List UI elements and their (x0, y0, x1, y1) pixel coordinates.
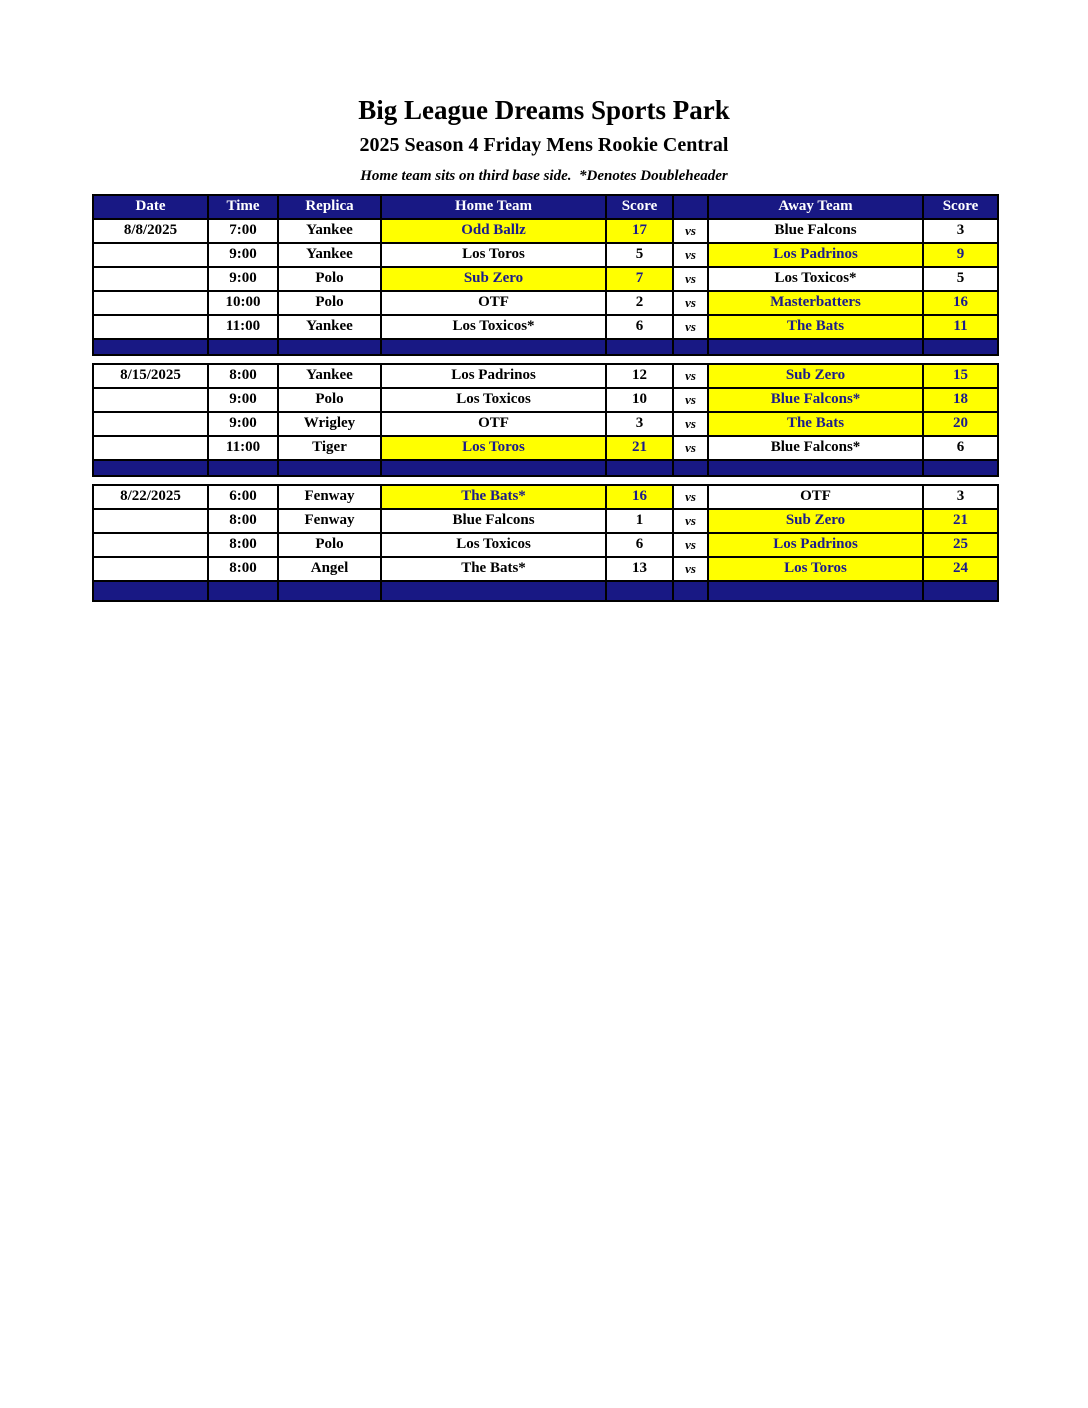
replica-cell: Angel (278, 557, 381, 581)
separator-row (93, 339, 998, 355)
time-cell: 8:00 (208, 557, 278, 581)
away-score-cell: 16 (923, 291, 998, 315)
replica-cell: Polo (278, 388, 381, 412)
away-score-cell: 25 (923, 533, 998, 557)
replica-cell: Yankee (278, 219, 381, 243)
replica-cell: Polo (278, 291, 381, 315)
away-score-cell: 11 (923, 315, 998, 339)
away-team-cell: OTF (708, 485, 923, 509)
replica-cell: Wrigley (278, 412, 381, 436)
home-score-cell: 6 (606, 315, 673, 339)
time-cell: 8:00 (208, 364, 278, 388)
col-header-vs (673, 195, 708, 219)
home-team-cell: The Bats* (381, 557, 606, 581)
home-team-cell: Blue Falcons (381, 509, 606, 533)
away-team-cell: Sub Zero (708, 364, 923, 388)
col-header-away-team: Away Team (708, 195, 923, 219)
home-score-cell: 7 (606, 267, 673, 291)
date-cell (93, 388, 208, 412)
away-team-cell: Los Padrinos (708, 243, 923, 267)
replica-cell: Yankee (278, 315, 381, 339)
game-row (93, 243, 998, 267)
vs-label: vs (673, 485, 708, 509)
game-row (93, 509, 998, 533)
schedule-table (92, 194, 997, 602)
away-team-cell: Los Padrinos (708, 533, 923, 557)
col-header-time: Time (208, 195, 278, 219)
vs-label: vs (673, 388, 708, 412)
home-score-cell: 17 (606, 219, 673, 243)
away-score-cell: 5 (923, 267, 998, 291)
time-cell: 8:00 (208, 509, 278, 533)
away-team-cell: The Bats (708, 412, 923, 436)
time-cell: 8:00 (208, 533, 278, 557)
away-team-cell: Blue Falcons* (708, 436, 923, 460)
game-row (93, 533, 998, 557)
game-row (93, 557, 998, 581)
home-score-cell: 3 (606, 412, 673, 436)
table-header-row (93, 195, 998, 219)
replica-cell: Polo (278, 267, 381, 291)
home-team-cell: Los Toros (381, 436, 606, 460)
home-score-cell: 10 (606, 388, 673, 412)
game-row (93, 364, 998, 388)
col-header-home-score: Score (606, 195, 673, 219)
away-team-cell: Los Toros (708, 557, 923, 581)
away-score-cell: 3 (923, 219, 998, 243)
home-score-cell: 13 (606, 557, 673, 581)
time-cell: 11:00 (208, 315, 278, 339)
date-cell: 8/15/2025 (93, 364, 208, 388)
game-row (93, 436, 998, 460)
home-team-cell: The Bats* (381, 485, 606, 509)
separator-row (93, 581, 998, 601)
away-score-cell: 15 (923, 364, 998, 388)
col-header-home-team: Home Team (381, 195, 606, 219)
date-cell (93, 243, 208, 267)
away-score-cell: 6 (923, 436, 998, 460)
home-score-cell: 2 (606, 291, 673, 315)
home-team-note: Home team sits on third base side. *Denotes Doubleheader (360, 167, 728, 184)
vs-label: vs (673, 412, 708, 436)
col-header-away-score: Score (923, 195, 998, 219)
vs-label: vs (673, 509, 708, 533)
home-team-cell: Sub Zero (381, 267, 606, 291)
replica-cell: Yankee (278, 364, 381, 388)
home-team-cell: OTF (381, 291, 606, 315)
date-cell (93, 291, 208, 315)
date-cell (93, 436, 208, 460)
home-score-cell: 16 (606, 485, 673, 509)
replica-cell: Yankee (278, 243, 381, 267)
time-cell: 6:00 (208, 485, 278, 509)
away-score-cell: 20 (923, 412, 998, 436)
date-cell (93, 533, 208, 557)
vs-label: vs (673, 219, 708, 243)
away-team-cell: Sub Zero (708, 509, 923, 533)
time-cell: 9:00 (208, 388, 278, 412)
col-header-replica: Replica (278, 195, 381, 219)
page-header (0, 0, 1088, 185)
date-cell (93, 557, 208, 581)
vs-label: vs (673, 315, 708, 339)
schedule-block-1 (92, 194, 999, 356)
home-score-cell: 12 (606, 364, 673, 388)
game-row (93, 315, 998, 339)
date-cell: 8/8/2025 (93, 219, 208, 243)
vs-label: vs (673, 243, 708, 267)
away-score-cell: 18 (923, 388, 998, 412)
time-cell: 10:00 (208, 291, 278, 315)
page-title: Big League Dreams Sports Park (358, 95, 730, 125)
replica-cell: Tiger (278, 436, 381, 460)
time-cell: 11:00 (208, 436, 278, 460)
time-cell: 9:00 (208, 412, 278, 436)
col-header-date: Date (93, 195, 208, 219)
game-row (93, 412, 998, 436)
date-cell (93, 412, 208, 436)
home-team-cell: Odd Ballz (381, 219, 606, 243)
away-team-cell: Los Toxicos* (708, 267, 923, 291)
home-score-cell: 21 (606, 436, 673, 460)
page-subtitle: 2025 Season 4 Friday Mens Rookie Central (359, 133, 729, 156)
replica-cell: Fenway (278, 509, 381, 533)
vs-label: vs (673, 267, 708, 291)
home-team-cell: Los Toros (381, 243, 606, 267)
time-cell: 7:00 (208, 219, 278, 243)
date-cell (93, 267, 208, 291)
home-score-cell: 5 (606, 243, 673, 267)
home-score-cell: 6 (606, 533, 673, 557)
home-team-cell: Los Toxicos (381, 388, 606, 412)
home-team-cell: OTF (381, 412, 606, 436)
home-team-cell: Los Padrinos (381, 364, 606, 388)
time-cell: 9:00 (208, 243, 278, 267)
vs-label: vs (673, 533, 708, 557)
replica-cell: Polo (278, 533, 381, 557)
game-row (93, 219, 998, 243)
away-team-cell: The Bats (708, 315, 923, 339)
game-row (93, 291, 998, 315)
date-cell (93, 509, 208, 533)
game-row (93, 267, 998, 291)
vs-label: vs (673, 364, 708, 388)
home-team-cell: Los Toxicos* (381, 315, 606, 339)
date-cell: 8/22/2025 (93, 485, 208, 509)
vs-label: vs (673, 291, 708, 315)
time-cell: 9:00 (208, 267, 278, 291)
away-score-cell: 9 (923, 243, 998, 267)
vs-label: vs (673, 557, 708, 581)
game-row (93, 485, 998, 509)
home-score-cell: 1 (606, 509, 673, 533)
vs-label: vs (673, 436, 708, 460)
away-team-cell: Blue Falcons* (708, 388, 923, 412)
away-score-cell: 3 (923, 485, 998, 509)
home-team-cell: Los Toxicos (381, 533, 606, 557)
game-row (93, 388, 998, 412)
replica-cell: Fenway (278, 485, 381, 509)
away-team-cell: Masterbatters (708, 291, 923, 315)
schedule-block-2 (92, 363, 999, 477)
schedule-block-3 (92, 484, 999, 602)
away-team-cell: Blue Falcons (708, 219, 923, 243)
away-score-cell: 21 (923, 509, 998, 533)
date-cell (93, 315, 208, 339)
away-score-cell: 24 (923, 557, 998, 581)
separator-row (93, 460, 998, 476)
